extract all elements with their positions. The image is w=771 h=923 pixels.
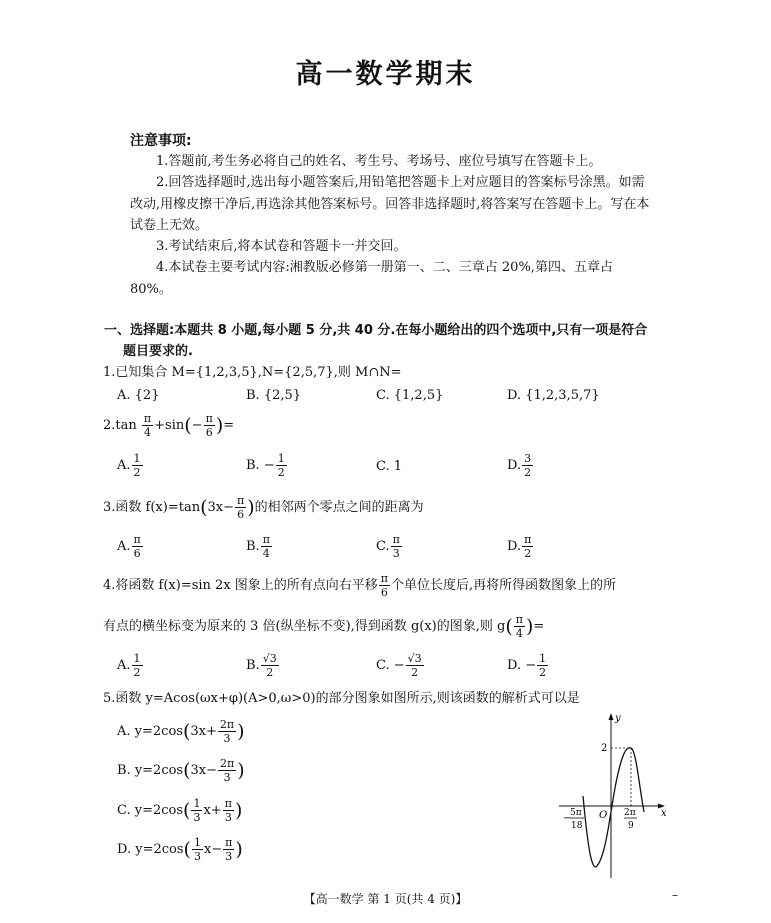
q1-option-c: C. {1,2,5} [376, 388, 444, 403]
question-4-line1: 4.将函数 f(x)=sin 2x 图象上的所有点向右平移 $\frac{\pi}{6}$ 个单位长度后,再将所得函数图象上的所 [103, 572, 617, 599]
question-4-line2: 有点的横坐标变为原来的 3 倍(纵坐标不变),得到函数 g(x)的图象,则 g( $\frac{\pi}{4}$ )= [103, 613, 545, 640]
q1-option-b: B. {2,5} [246, 388, 302, 403]
page-footer: 【高一数学 第 1 页(共 4 页)】 [303, 892, 468, 906]
q4-option-a: A. $\frac{1}{2}$ [117, 652, 141, 679]
notice-item-3: 3.考试结束后,将本试卷和答题卡一并交回。 [156, 239, 407, 254]
q5-option-a: A. y=2cos(3x+ $\frac{2\pi}{3}$ ) [117, 718, 245, 745]
q2-option-c: C. 1 [376, 459, 403, 474]
q3-option-c: C. $\frac{\pi}{3}$ [376, 533, 400, 560]
notice-item-2: 2.回答选择题时,选出每小题答案后,用铅笔把答题卡上对应题目的答案标号涂黑。如需改动,用橡皮擦干净后,再选涂其他答案标号。回答非选择题时,将答案写在答题卡上。写在本试卷上无效。 [130, 175, 650, 233]
q5-option-c: C. y=2cos( $\frac{1}{3}$ x+ $\frac{\pi}{3}$ ) [117, 797, 243, 824]
q4-option-b: B. $\frac{√3}{2}$ [246, 652, 277, 679]
q1-option-a: A. {2} [117, 388, 160, 403]
neg-tick-den: 18 [571, 821, 583, 831]
question-3-stem: 3.函数 f(x)=tan(3x− $\frac{\pi}{6}$ )的相邻两个零点之间的距离为 [103, 494, 424, 521]
q5-option-d: D. y=2cos( $\frac{1}{3}$ x− $\frac{\pi}{3}$ ) [117, 836, 243, 863]
section-heading-line1: 一、选择题:本题共 8 小题,每小题 5 分,共 40 分.在每小题给出的四个选项中,只有一项是符合 [104, 323, 648, 338]
origin-label: O [599, 810, 608, 821]
q3-option-a: A. $\frac{\pi}{6}$ [117, 533, 141, 560]
section-heading-line2: 题目要求的. [123, 344, 193, 359]
question-5-stem: 5.函数 y=Acos(ωx+φ)(A>0,ω>0)的部分图象如图所示,则该函数的解析式可以是 [103, 691, 580, 706]
q2-option-d: D. $\frac{3}{2}$ [507, 452, 532, 479]
notice-heading: 注意事项: [130, 133, 192, 149]
pos-tick-num: 2π [624, 808, 636, 818]
q3-option-b: B. $\frac{\pi}{4}$ [246, 533, 270, 560]
question-1-stem: 1.已知集合 M={1,2,3,5},N={2,5,7},则 M∩N= [103, 365, 402, 380]
page-title: 高一数学期末 [295, 59, 476, 90]
q5-cosine-graph [555, 708, 675, 880]
neg-sign: − [563, 813, 572, 824]
section-1-heading [104, 320, 674, 362]
fraction: $\frac{\pi}{4}$ [143, 412, 152, 439]
y-axis-label: y [615, 713, 621, 724]
notice-item-1: 1.答题前,考生务必将自己的姓名、考生号、考场号、座位号填写在答题卡上。 [156, 154, 602, 169]
q1-option-d: D. {1,2,3,5,7} [507, 388, 600, 403]
x-axis-label: x [661, 808, 667, 819]
q3-option-d: D. $\frac{\pi}{2}$ [507, 533, 532, 560]
fraction: $\frac{\pi}{6}$ [205, 412, 213, 439]
q4-option-c: C. − $\frac{√3}{2}$ [376, 652, 422, 679]
q4-option-d: D. − $\frac{1}{2}$ [507, 652, 547, 679]
pos-tick-den: 9 [628, 821, 634, 831]
q5-option-b: B. y=2cos(3x− $\frac{2\pi}{3}$ ) [117, 757, 245, 784]
question-2-stem: 2.tan $\frac{\pi}{4}$ +sin(− $\frac{\pi}{6}$ )= [103, 412, 235, 439]
corner-mark: – [672, 888, 678, 902]
neg-tick-num: 5π [570, 808, 582, 818]
y-axis-arrow [609, 713, 614, 720]
q2-option-a: A. $\frac{1}{2}$ [117, 452, 141, 479]
q2-option-b: B. − $\frac{1}{2}$ [246, 452, 285, 479]
notice-item-4: 4.本试卷主要考试内容:湘教版必修第一册第一、二、三章占 20%,第四、五章占 80%。 [130, 260, 613, 297]
y-tick-label: 2 [601, 743, 608, 754]
